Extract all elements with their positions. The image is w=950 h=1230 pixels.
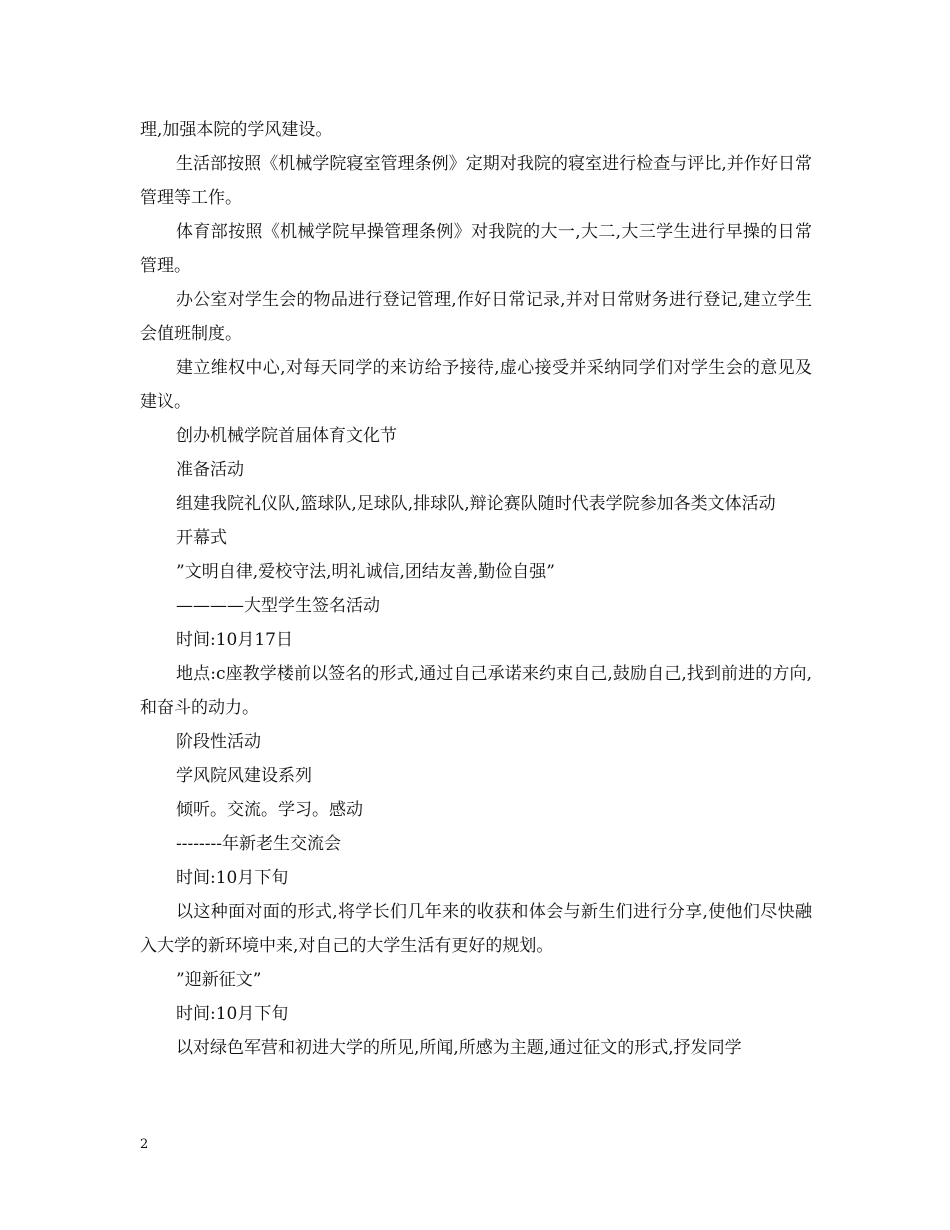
event-time: 时间:10月17日 [176, 630, 293, 650]
paragraph: 体育部按照《机械学院早操管理条例》对我院的大一,大二,大三学生进行早操的日常管理。 [140, 222, 812, 276]
event-title: ————大型学生签名活动 [176, 596, 380, 616]
section-heading: 学风院风建设系列 [176, 766, 312, 786]
section-heading: 准备活动 [176, 460, 244, 480]
paragraph: 办公室对学生会的物品进行登记管理,作好日常记录,并对日常财务进行登记,建立学生会值班制度。 [140, 290, 812, 344]
event-time: 时间:10月下旬 [176, 1004, 289, 1024]
event-time: 时间:10月下旬 [176, 868, 289, 888]
section-heading: 开幕式 [176, 528, 227, 548]
event-location: 地点:c座教学楼前以签名的形式,通过自己承诺来约束自己,鼓励自己,找到前进的方向,和奋斗的动力。 [140, 664, 812, 718]
paragraph: 以这种面对面的形式,将学长们几年来的收获和体会与新生们进行分享,使他们尽快融入大学的新环境中来,对自己的大学生活有更好的规划。 [140, 902, 812, 956]
slogan: 倾听。交流。学习。感动 [176, 800, 363, 820]
section-heading: 创办机械学院首届体育文化节 [176, 426, 397, 446]
paragraph: 以对绿色军营和初进大学的所见,所闻,所感为主题,通过征文的形式,抒发同学 [176, 1038, 742, 1058]
paragraph: 组建我院礼仪队,篮球队,足球队,排球队,辩论赛队随时代表学院参加各类文体活动 [176, 494, 776, 514]
page-number: 2 [140, 1137, 149, 1152]
event-title: ”迎新征文” [176, 970, 262, 990]
event-title: --------年新老生交流会 [176, 834, 341, 854]
paragraph: 生活部按照《机械学院寝室管理条例》定期对我院的寝室进行检查与评比,并作好日常管理等工作。 [140, 154, 812, 208]
section-heading: 阶段性活动 [176, 732, 261, 752]
paragraph: 建立维权中心,对每天同学的来访给予接待,虚心接受并采纳同学们对学生会的意见及建议。 [140, 358, 812, 412]
slogan: ”文明自律,爱校守法,明礼诚信,团结友善,勤俭自强” [176, 562, 555, 582]
document-body [140, 113, 812, 1065]
paragraph: 理,加强本院的学风建设。 [140, 120, 333, 140]
